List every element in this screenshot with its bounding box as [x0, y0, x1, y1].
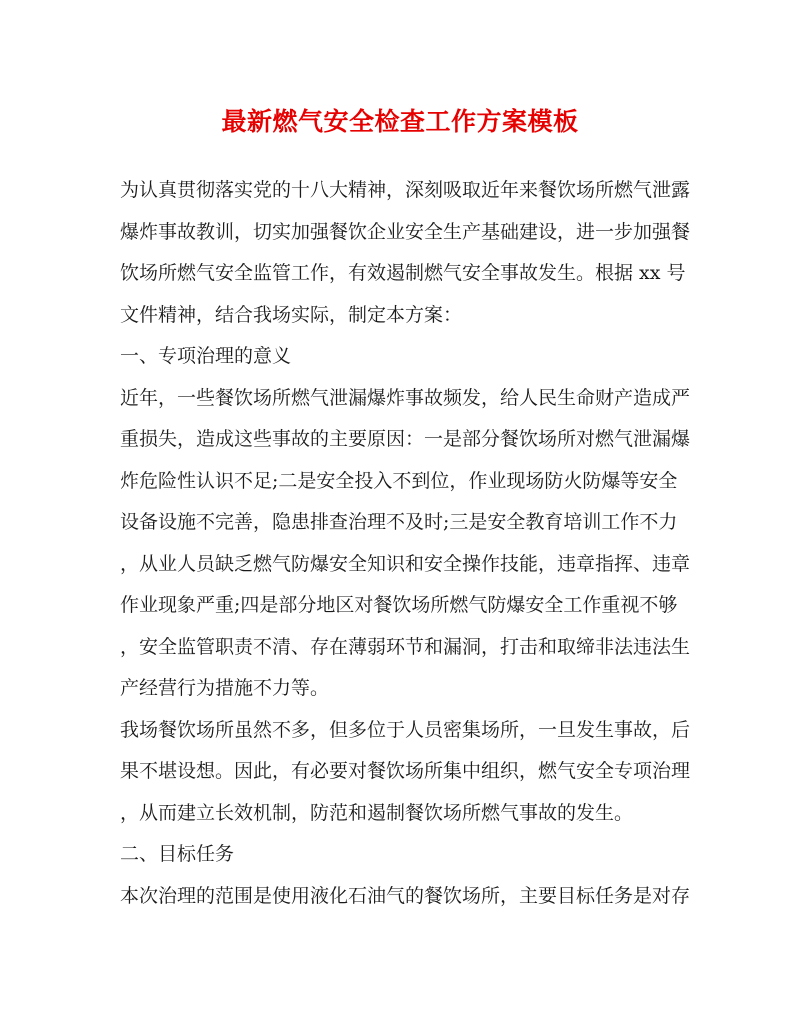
section-heading: 二、目标任务	[120, 843, 235, 865]
body-line: 为认真贯彻落实党的十八大精神，深刻吸取近年来餐饮场所燃气泄露	[120, 179, 691, 201]
body-line: 重损失，造成这些事故的主要原因：一是部分餐饮场所对燃气泄漏爆	[120, 428, 691, 450]
body-line: 果不堪设想。因此，有必要对餐饮场所集中组织，燃气安全专项治理	[120, 760, 691, 782]
body-line: 产经营行为措施不力等。	[120, 677, 330, 699]
body-line: 饮场所燃气安全监管工作，有效遏制燃气安全事故发生。根据 xx 号	[120, 262, 686, 284]
body-line: 我场餐饮场所虽然不多，但多位于人员密集场所，一旦发生事故，后	[120, 719, 691, 741]
section-heading: 一、专项治理的意义	[120, 345, 292, 367]
body-line: 近年，一些餐饮场所燃气泄漏爆炸事故频发，给人民生命财产造成严	[120, 387, 691, 409]
body-line: 炸危险性认识不足;二是安全投入不到位，作业现场防火防爆等安全	[120, 470, 678, 492]
body-line: 本次治理的范围是使用液化石油气的餐饮场所，主要目标任务是对存	[120, 885, 691, 907]
body-line: 爆炸事故教训，切实加强餐饮企业安全生产基础建设，进一步加强餐	[120, 221, 691, 243]
body-line: 作业现象严重;四是部分地区对餐饮场所燃气防爆安全工作重视不够	[120, 594, 678, 616]
body-line: 文件精神，结合我场实际，制定本方案：	[120, 304, 463, 326]
document-title: 最新燃气安全检查工作方案模板	[221, 107, 579, 136]
body-line: ，从而建立长效机制，防范和遏制餐饮场所燃气事故的发生。	[120, 802, 634, 824]
body-line: 设备设施不完善，隐患排查治理不及时;三是安全教育培训工作不力	[120, 511, 678, 533]
body-line: ，从业人员缺乏燃气防爆安全知识和安全操作技能，违章指挥、违章	[120, 553, 691, 575]
body-line: ，安全监管职责不清、存在薄弱环节和漏洞，打击和取缔非法违法生	[120, 636, 691, 658]
